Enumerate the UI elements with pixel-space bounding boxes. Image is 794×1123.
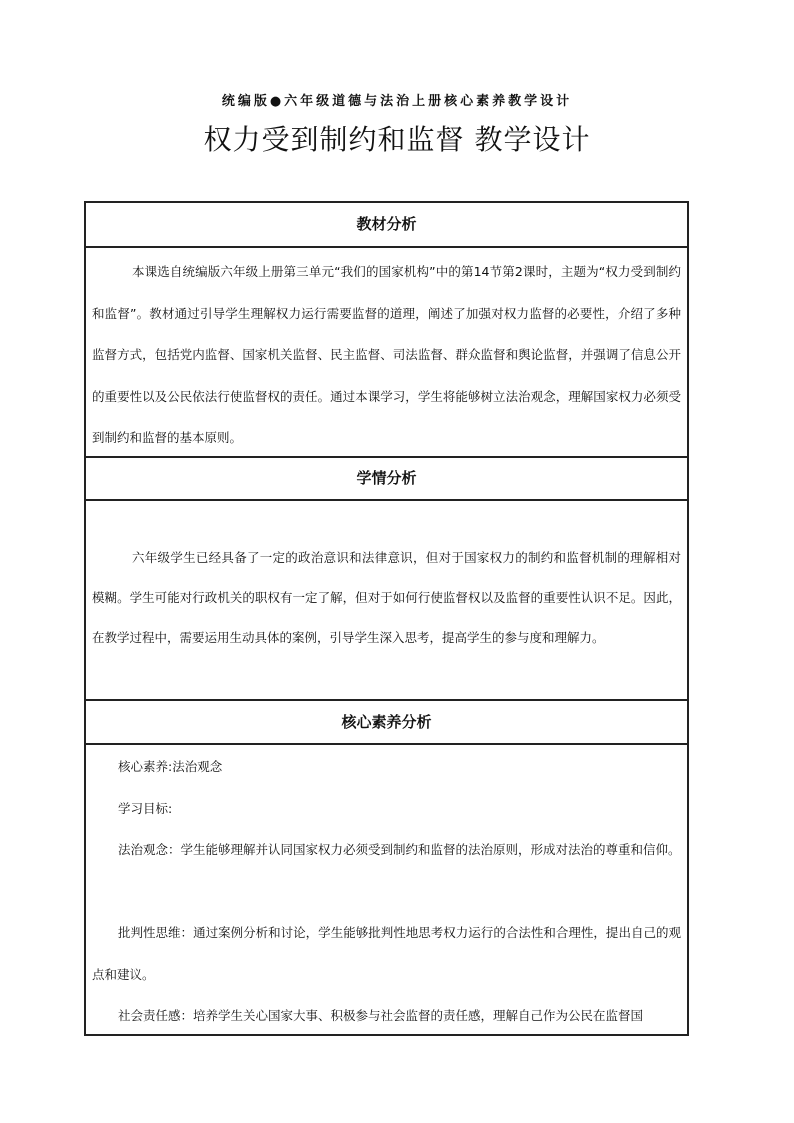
core-literacy-line: 核心素养:法治观念 xyxy=(118,759,223,774)
goal-rule-of-law: 法治观念：学生能够理解并认同国家权力必须受到制约和监督的法治原则，形成对法治的尊重和信仰。 xyxy=(118,842,681,857)
section-heading-core-literacy: 核心素养分析 xyxy=(341,713,432,731)
student-analysis-text: 六年级学生已经具备了一定的政治意识和法律意识，但对于国家权力的制约和监督机制的理解相对模糊。学生可能对行政机关的职权有一定了解，但对于如何行使监督权以及监督的重要性认识不足。因此，在教学过程中，需要运用生动具体的案例，引导学生深入思考，提高学生的参与度和理解力。 xyxy=(92,550,681,645)
lesson-plan-table xyxy=(84,201,689,1036)
goal-critical-thinking: 批判性思维：通过案例分析和讨论，学生能够批判性地思考权力运行的合法性和合理性，提出自己的观点和建议。 xyxy=(92,925,681,982)
section-heading-textbook-analysis: 教材分析 xyxy=(356,215,417,233)
goal-social-responsibility: 社会责任感：培养学生关心国家大事、积极参与社会监督的责任感，理解自己作为公民在监督国 xyxy=(118,1008,644,1023)
document-subtitle: 统编版●六年级道德与法治上册核心素养教学设计 xyxy=(221,94,573,109)
document-title: 权力受到制约和监督 教学设计 xyxy=(203,123,591,156)
section-heading-student-analysis: 学情分析 xyxy=(356,469,417,487)
divider xyxy=(86,743,687,745)
textbook-analysis-text: 本课选自统编版六年级上册第三单元“我们的国家机构”中的第14节第2课时，主题为“权力受到制约和监督”。教材通过引导学生理解权力运行需要监督的道理，阐述了加强对权力监督的必要性，介绍了多种监督方式，包括党内监督、国家机关监督、民主监督、司法监督、群众监督和舆论监督，并强调了信息公开的重要性以及公民依法行使监督权的责任。通过本课学习，学生将能够树立法治观念，理解国家权力必须受到制约和监督的基本原则。 xyxy=(92,264,681,445)
learning-goals-label: 学习目标: xyxy=(118,801,173,816)
divider xyxy=(86,246,687,248)
divider xyxy=(86,499,687,501)
